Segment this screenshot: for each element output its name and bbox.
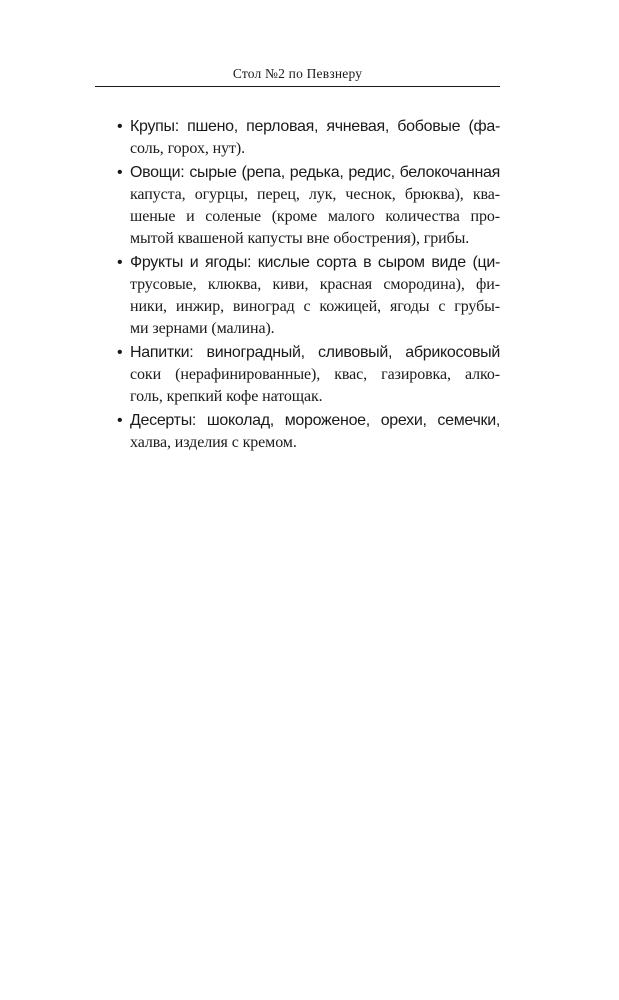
list-item-line: капуста, огурцы, перец, лук, чеснок, брюква), ква- bbox=[130, 186, 500, 203]
list-item-line: ми зернами (малина). bbox=[130, 320, 275, 337]
food-list bbox=[117, 116, 500, 456]
bullet-icon: • bbox=[117, 412, 123, 429]
list-item-line: мытой квашеной капусты вне обострения), грибы. bbox=[130, 230, 470, 247]
bullet-icon: • bbox=[117, 254, 123, 271]
list-item-line: Напитки: виноградный, сливовый, абрикосовый bbox=[130, 344, 500, 361]
list-item-line: трусовые, клюква, киви, красная смородина), фи- bbox=[130, 276, 500, 293]
list-item-vegetables bbox=[117, 162, 500, 250]
list-item-desserts bbox=[117, 410, 500, 454]
list-item-line: голь, крепкий кофе натощак. bbox=[130, 388, 323, 405]
list-item-line: Фрукты и ягоды: кислые сорта в сыром виде (ци- bbox=[130, 254, 500, 271]
header-rule bbox=[95, 86, 500, 87]
list-item-line: Овощи: сырые (репа, редька, редис, белокочанная bbox=[130, 164, 500, 181]
list-item-line: соль, горох, нут). bbox=[130, 140, 246, 157]
list-item-fruits bbox=[117, 252, 500, 340]
list-item-cereals bbox=[117, 116, 500, 160]
list-item-line: соки (нерафинированные), квас, газировка, алко- bbox=[130, 366, 500, 383]
bullet-icon: • bbox=[117, 344, 123, 361]
list-item-line: Десерты: шоколад, мороженое, орехи, семечки, bbox=[130, 412, 500, 429]
list-item-line: ники, инжир, виноград с кожицей, ягоды с грубы- bbox=[130, 298, 500, 315]
list-item-line: халва, изделия с кремом. bbox=[130, 434, 297, 451]
list-item-drinks bbox=[117, 342, 500, 408]
bullet-icon: • bbox=[117, 164, 123, 181]
bullet-icon: • bbox=[117, 118, 123, 135]
list-item-line: шеные и соленые (кроме малого количества про- bbox=[130, 208, 500, 225]
list-item-line: Крупы: пшено, перловая, ячневая, бобовые (фа- bbox=[130, 118, 500, 135]
running-head: Стол №2 по Певзнеру bbox=[232, 66, 363, 81]
